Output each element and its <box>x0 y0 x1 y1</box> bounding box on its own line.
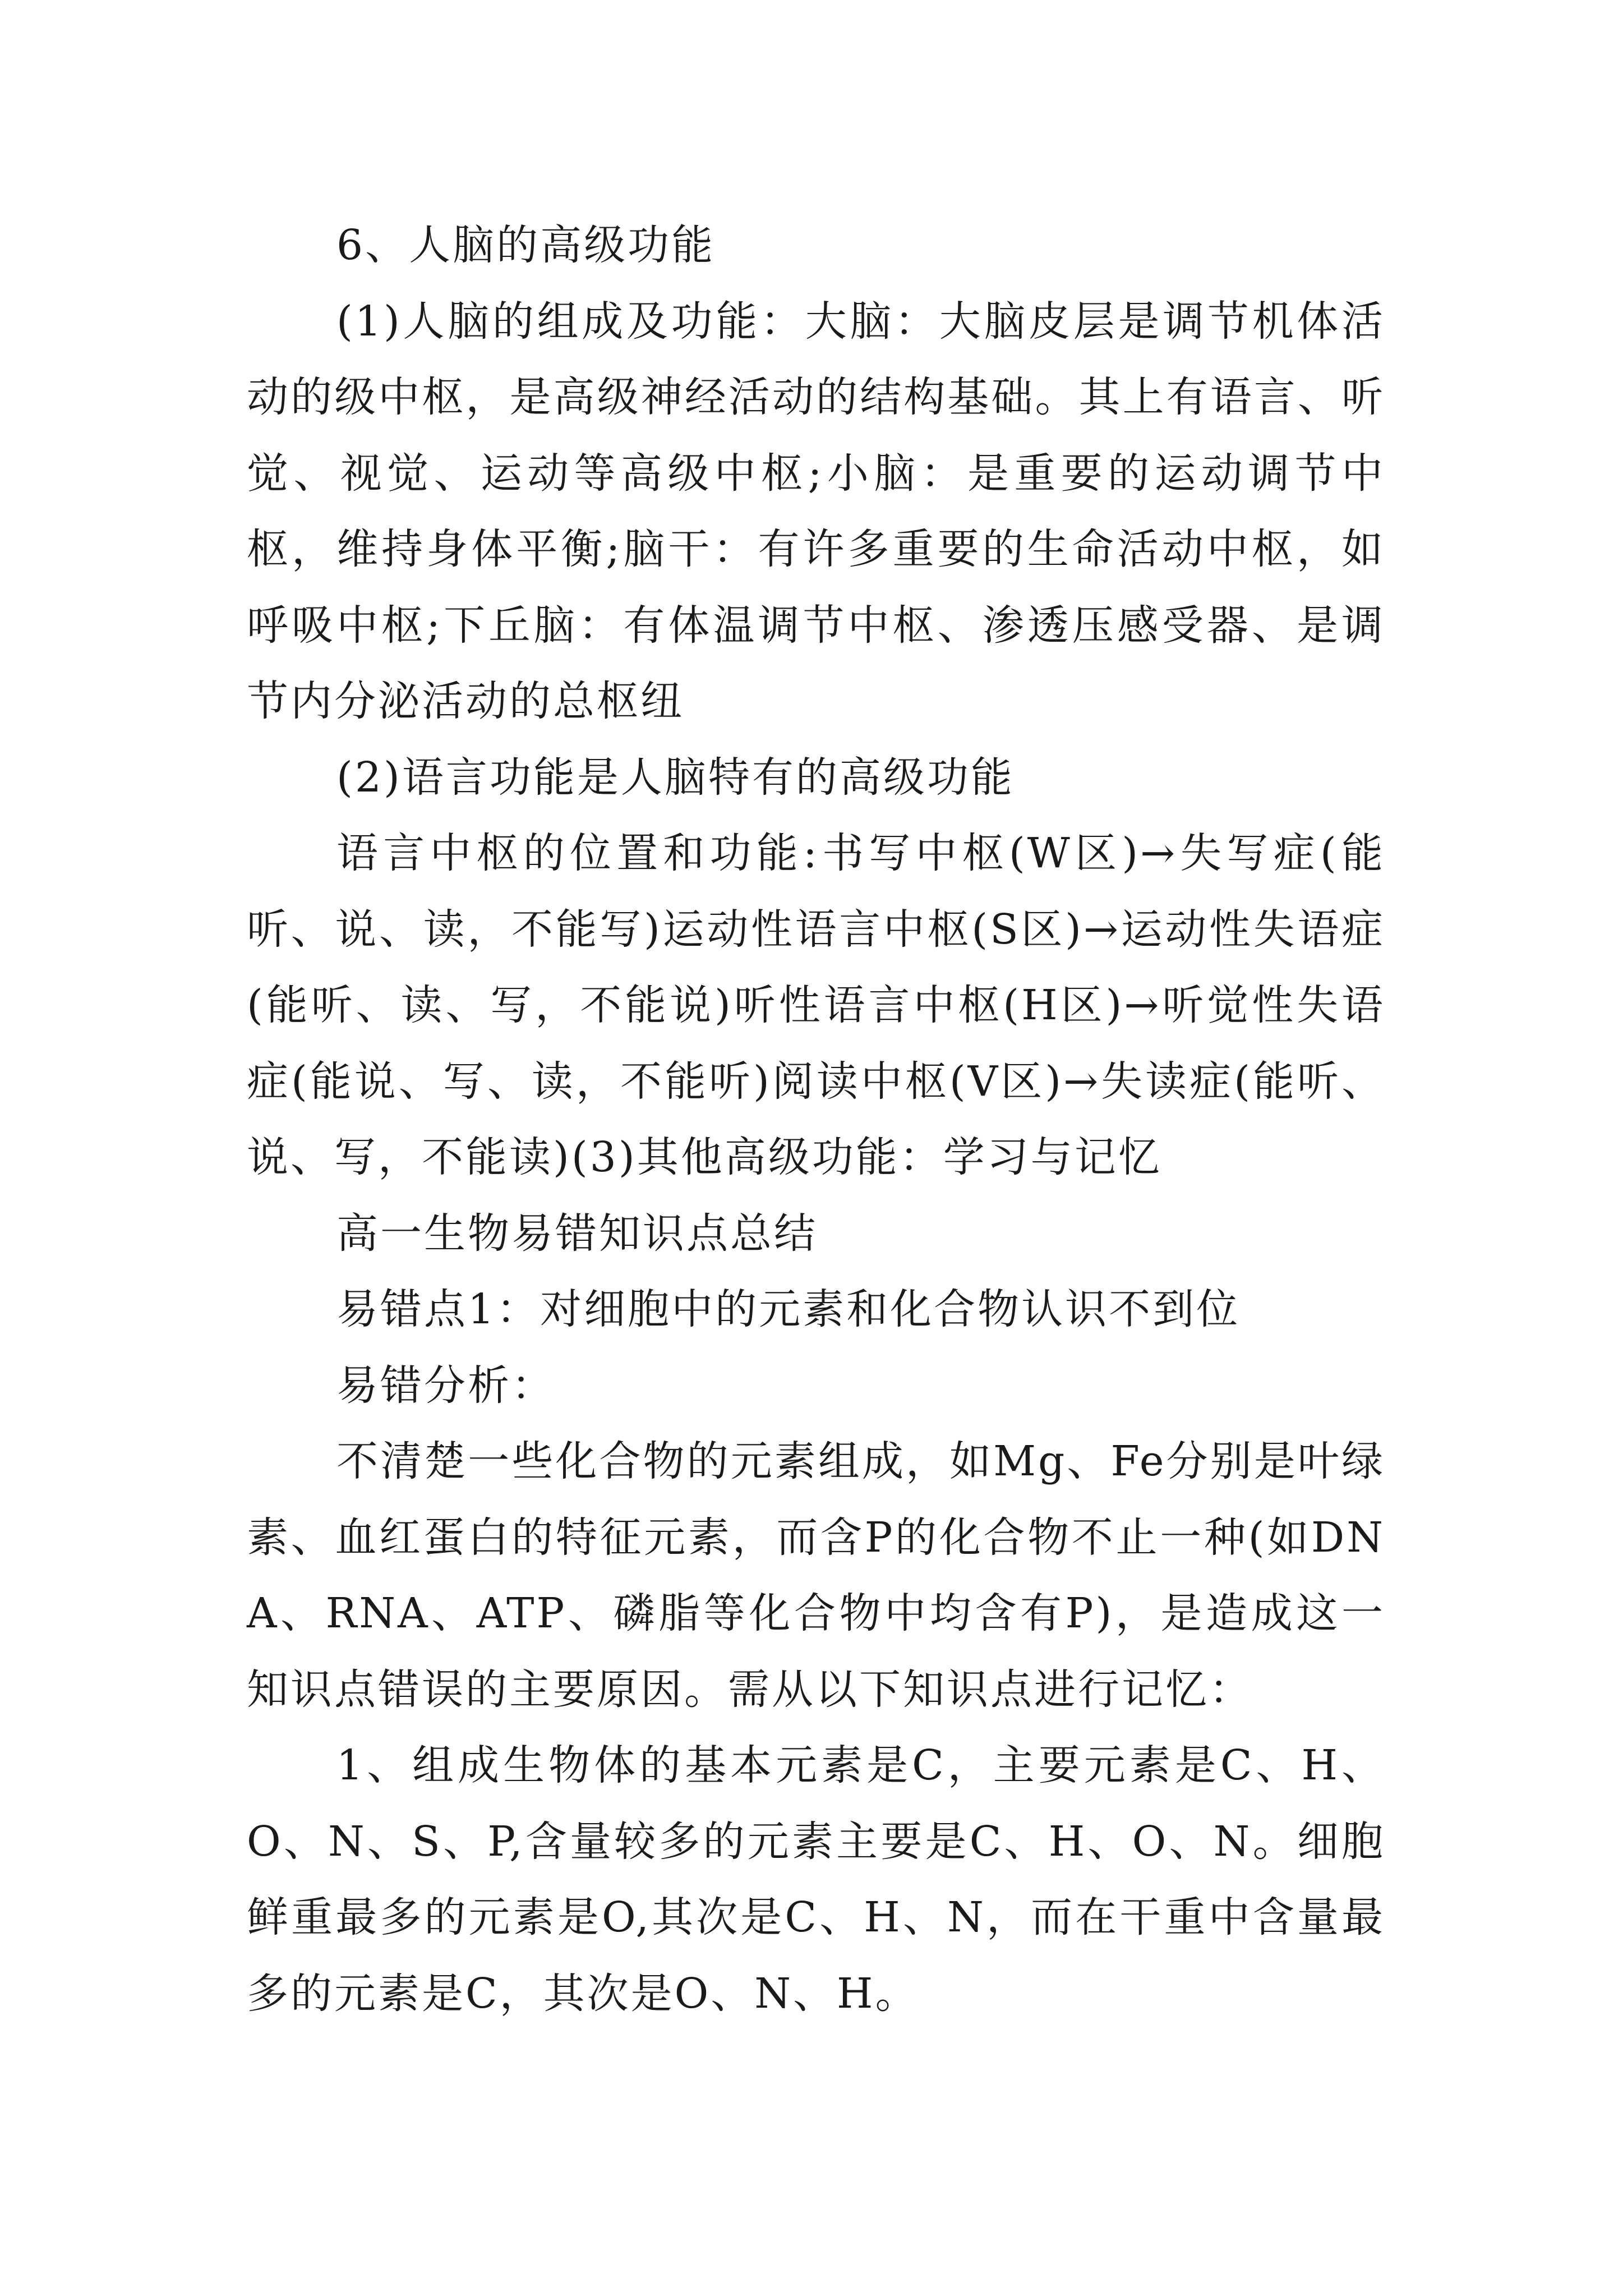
document-body <box>247 208 1385 2032</box>
paragraph-basic-elements: 1、组成生物体的基本元素是C，主要元素是C、H、O、N、S、P,含量较多的元素主要是C、H、O、N。细胞鲜重最多的元素是O,其次是C、H、N，而在干重中含量最多的元素是C，其次是O、N、H。 <box>247 1741 1385 2018</box>
section-heading-brain-functions: 6、人脑的高级功能 <box>336 221 716 269</box>
paragraph-error-analysis: 不清楚一些化合物的元素组成，如Mg、Fe分别是叶绿素、血红蛋白的特征元素，而含P的化合物不止一种(如DNA、RNA、ATP、磷脂等化合物中均含有P)，是造成这一知识点错误的主要原因。需从以下知识点进行记忆： <box>247 1437 1385 1714</box>
error-analysis-label: 易错分析： <box>336 1361 555 1410</box>
paragraph-brain-composition: (1)人脑的组成及功能：大脑：大脑皮层是调节机体活动的级中枢，是高级神经活动的结构基础。其上有语言、听觉、视觉、运动等高级中枢;小脑：是重要的运动调节中枢，维持身体平衡;脑干：有许多重要的生命活动中枢，如呼吸中枢;下丘脑：有体温调节中枢、渗透压感受器、是调节内分泌活动的总枢纽 <box>247 297 1385 725</box>
section-heading-error-summary: 高一生物易错知识点总结 <box>336 1209 818 1258</box>
paragraph-language-centers: 语言中枢的位置和功能:书写中枢(W区)→失写症(能听、说、读，不能写)运动性语言中枢(S区)→运动性失语症(能听、读、写，不能说)听性语言中枢(H区)→听觉性失语症(能说、写、读，不能听)阅读中枢(V区)→失读症(能听、说、写，不能读)(3)其他高级功能：学习与记忆 <box>247 829 1385 1181</box>
error-point-1-title: 易错点1：对细胞中的元素和化合物认识不到位 <box>336 1285 1241 1333</box>
paragraph-language-function: (2)语言功能是人脑特有的高级功能 <box>336 753 1015 802</box>
